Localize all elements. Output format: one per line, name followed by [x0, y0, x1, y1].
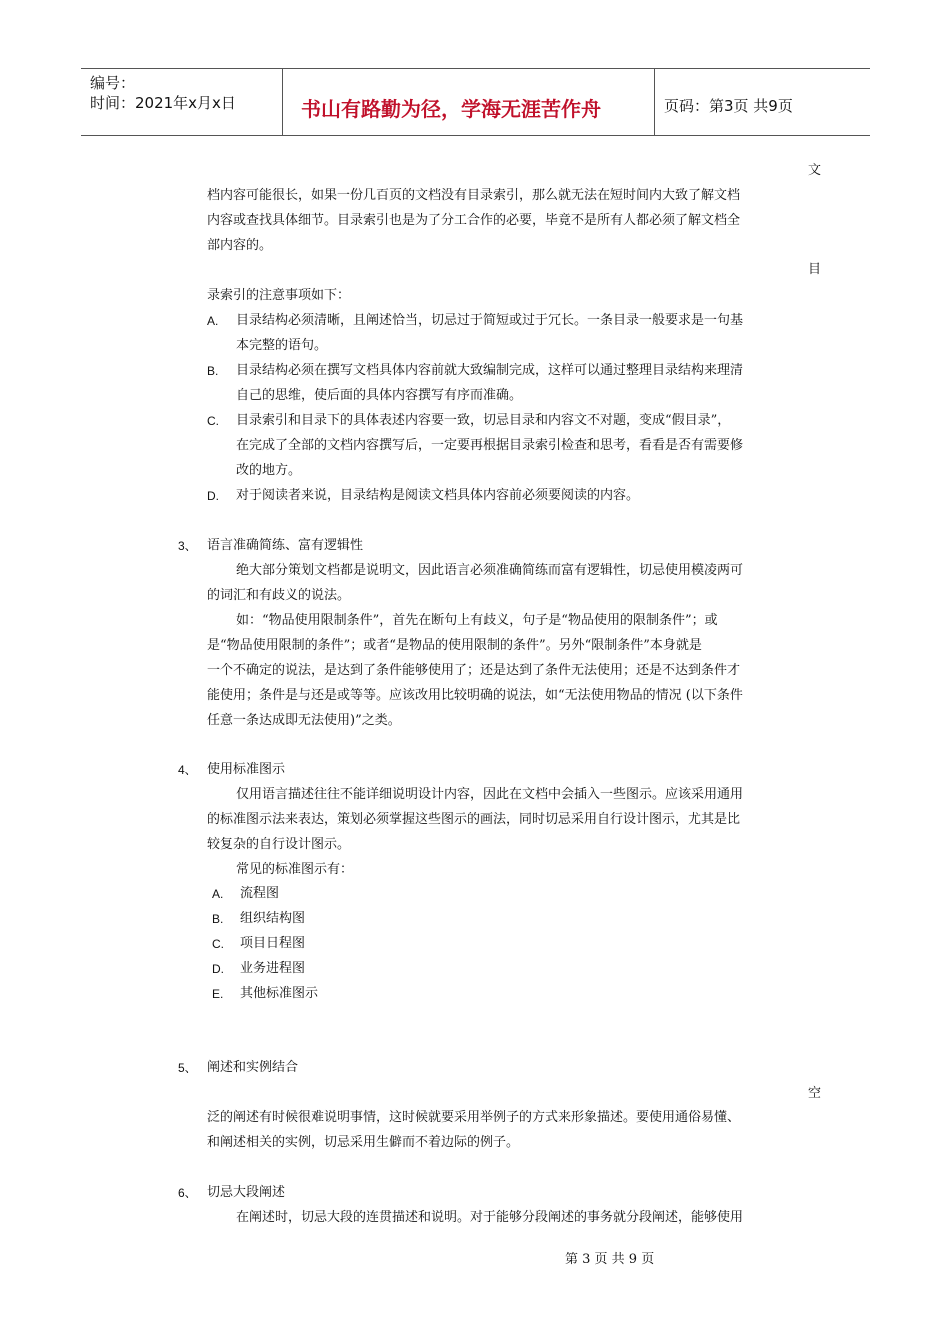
list-item-label: D. — [212, 962, 224, 976]
paragraph-fragment: 文 — [808, 163, 822, 178]
list-item-text: 组织结构图 — [240, 911, 306, 926]
paragraph-line: 泛的阐述有时候很难说明事情，这时候就要采用举例子的方式来形象描述。要使用通俗易懂、 — [207, 1110, 741, 1125]
paragraph-line: 常见的标准图示有： — [236, 862, 354, 877]
section-number: 3、 — [178, 539, 197, 553]
list-item-label: C. — [212, 937, 224, 951]
list-item-text: 目录结构必须清晰，且阐述恰当，切忌过于简短或过于冗长。一条目录一般要求是一句基 — [236, 313, 744, 328]
list-item-text: 流程图 — [240, 886, 280, 901]
paragraph-line: 仅用语言描述往往不能详细说明设计内容，因此在文档中会插入一些图示。应该采用通用 — [236, 787, 744, 802]
paragraph-fragment: 目 — [808, 262, 822, 277]
page-footer: 第 3 页 共 9 页 — [565, 1252, 655, 1267]
paragraph-line: 任意一条达成即无法使用)”之类。 — [207, 713, 401, 728]
list-item-label: A. — [207, 314, 219, 328]
paragraph-line: 能使用；条件是与还是或等等。应该改用比较明确的说法，如“无法使用物品的情况 (以下条件 — [207, 688, 743, 703]
list-item-text: 在完成了全部的文档内容撰写后，一定要再根据目录索引检查和思考，看看是否有需要修 — [236, 438, 744, 453]
list-item-text: 目录结构必须在撰写文档具体内容前就大致编制完成，这样可以通过整理目录结构来理清 — [236, 363, 744, 378]
document-number-label: 编号： — [90, 74, 136, 92]
list-item-text: 改的地方。 — [236, 463, 302, 478]
list-item-label: C. — [207, 414, 219, 428]
paragraph-line: 和阐述相关的实例，切忌采用生僻而不着边际的例子。 — [207, 1135, 520, 1150]
header-motto: 书山有路勤为径，学海无涯苦作舟 — [301, 97, 601, 121]
section-number: 4、 — [178, 763, 197, 777]
paragraph-line: 档内容可能很长，如果一份几百页的文档没有目录索引，那么就无法在短时间内大致了解文档 — [207, 188, 741, 203]
list-item-label: B. — [212, 912, 224, 926]
paragraph-line: 是“物品使用限制的条件”；或者“是物品的使用限制的条件”。另外“限制条件”本身就是 — [207, 638, 702, 653]
paragraph-line: 一个不确定的说法，是达到了条件能够使用了；还是达到了条件无法使用；还是不达到条件才 — [207, 663, 741, 678]
section-title: 使用标准图示 — [207, 762, 286, 777]
section-number: 6、 — [178, 1186, 197, 1200]
list-item-text: 其他标准图示 — [240, 986, 319, 1001]
list-item-text: 对于阅读者来说，目录结构是阅读文档具体内容前必须要阅读的内容。 — [236, 488, 640, 503]
header-divider-right — [654, 68, 655, 136]
header-divider-left — [282, 68, 283, 136]
paragraph-line: 部内容的。 — [207, 238, 273, 253]
paragraph-fragment: 空 — [808, 1086, 822, 1101]
list-item-label: E. — [212, 987, 224, 1001]
document-date: 时间：2021年x月x日 — [90, 94, 236, 112]
list-item-text: 目录索引和目录下的具体表述内容要一致，切忌目录和内容文不对题，变成“假目录”， — [236, 413, 731, 428]
header-page-info: 页码：第3页 共9页 — [664, 97, 793, 115]
header-bottom-border — [81, 135, 870, 136]
list-item-text: 自己的思维，使后面的具体内容撰写有序而准确。 — [236, 388, 523, 403]
paragraph-line: 内容或查找具体细节。目录索引也是为了分工合作的必要，毕竟不是所有人都必须了解文档全 — [207, 213, 741, 228]
list-item-label: D. — [207, 489, 219, 503]
paragraph-line: 绝大部分策划文档都是说明文，因此语言必须准确简练而富有逻辑性，切忌使用模凌两可 — [236, 563, 744, 578]
paragraph-line: 录索引的注意事项如下： — [207, 288, 351, 303]
list-item-text: 业务进程图 — [240, 961, 306, 976]
section-title: 语言准确简练、富有逻辑性 — [207, 538, 364, 553]
paragraph-line: 在阐述时，切忌大段的连贯描述和说明。对于能够分段阐述的事务就分段阐述，能够使用 — [236, 1210, 744, 1225]
list-item-text: 本完整的语句。 — [236, 338, 328, 353]
header-top-border — [81, 68, 870, 69]
section-number: 5、 — [178, 1061, 197, 1075]
section-title: 阐述和实例结合 — [207, 1060, 299, 1075]
section-title: 切忌大段阐述 — [207, 1185, 286, 1200]
paragraph-line: 的标准图示法来表达，策划必须掌握这些图示的画法，同时切忌采用自行设计图示，尤其是比 — [207, 812, 741, 827]
list-item-label: B. — [207, 364, 219, 378]
paragraph-line: 的词汇和有歧义的说法。 — [207, 588, 351, 603]
list-item-text: 项目日程图 — [240, 936, 306, 951]
paragraph-line: 如：“物品使用限制条件”，首先在断句上有歧义，句子是“物品使用的限制条件”；或 — [236, 613, 718, 628]
list-item-label: A. — [212, 887, 224, 901]
paragraph-line: 较复杂的自行设计图示。 — [207, 837, 351, 852]
